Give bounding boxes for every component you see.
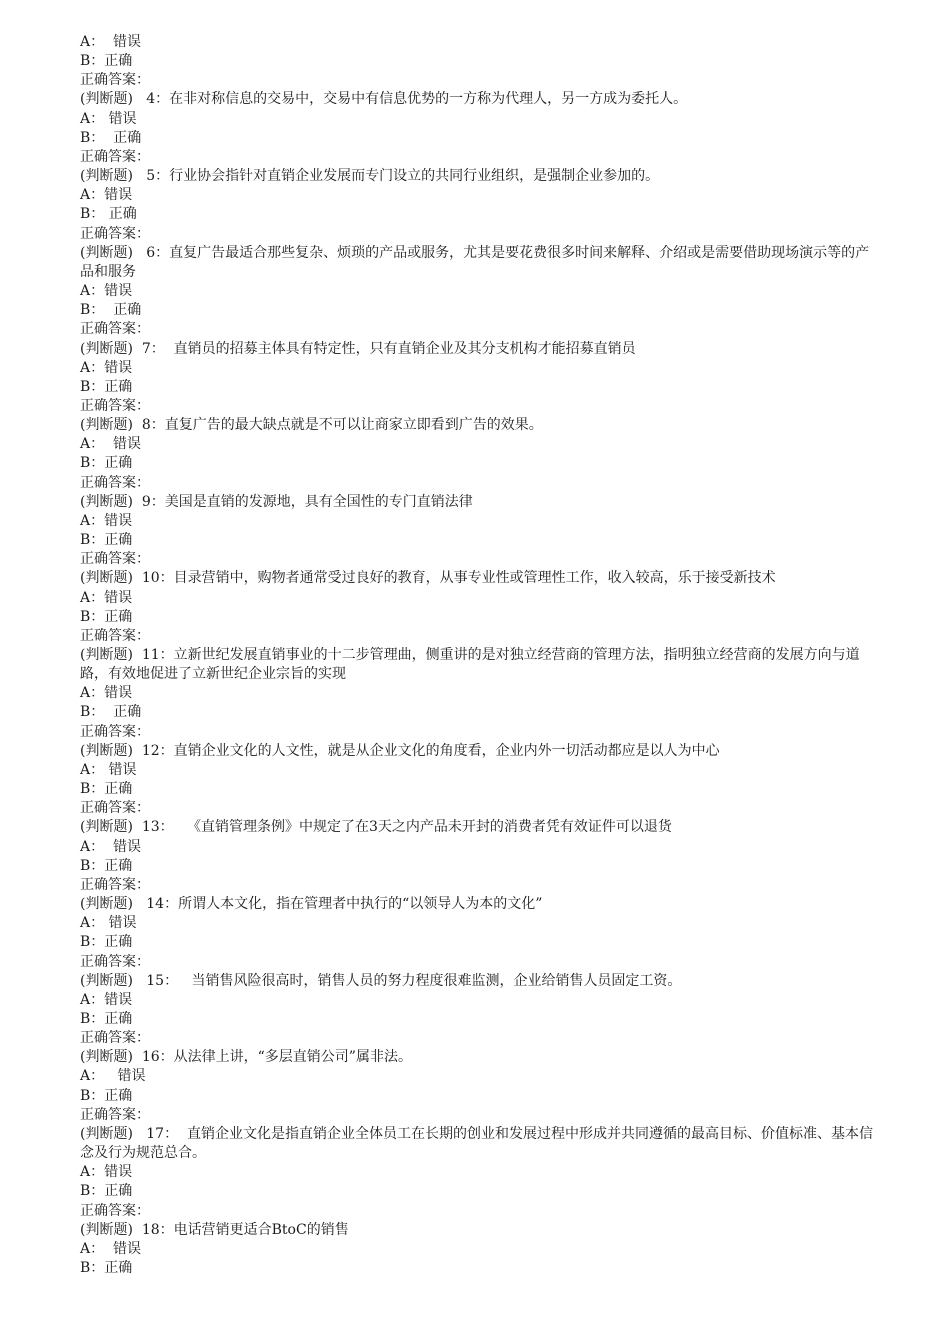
option-a: A：错误 <box>80 359 133 376</box>
option-a: A： 错误 <box>80 761 137 778</box>
question-16: (判断题) 16：从法律上讲，“多层直销公司”属非法。 <box>80 1049 412 1066</box>
option-a: A： 错误 <box>80 436 142 453</box>
answer-label: 正确答案： <box>80 551 150 568</box>
option-a: A：错误 <box>80 589 133 606</box>
question-10: (判断题) 10：目录营销中，购物者通常受过良好的教育，从事专业性或管理性工作，收入较高，乐于接受新技术 <box>80 570 776 587</box>
question-12: (判断题) 12：直销企业文化的人文性，就是从企业文化的角度看，企业内外一切活动都应是以人为中心 <box>80 742 720 759</box>
option-b: B：正确 <box>80 455 133 472</box>
option-b: B：正确 <box>80 1260 133 1276</box>
question-7: (判断题) 7： 直销员的招募主体具有特定性，只有直销企业及其分支机构才能招募直销员 <box>80 340 636 357</box>
question-18: (判断题) 18：电话营销更适合BtoC的销售 <box>80 1221 349 1238</box>
option-b: B： 正确 <box>80 206 137 223</box>
option-a: A： 错误 <box>80 915 137 932</box>
option-b: B：正确 <box>80 857 133 874</box>
option-b: B：正确 <box>80 934 133 951</box>
answer-label: 正确答案： <box>80 321 150 338</box>
answer-label: 正确答案： <box>80 627 150 644</box>
option-a: A：错误 <box>80 187 133 204</box>
answer-label: 正确答案： <box>80 953 150 970</box>
answer-label: 正确答案： <box>80 1030 150 1047</box>
answer-label: 正确答案： <box>80 723 150 740</box>
option-b: B： 正确 <box>80 704 142 721</box>
answer-label: 正确答案： <box>80 397 150 414</box>
option-a: A： 错误 <box>80 838 142 855</box>
answer-label: 正确答案： <box>80 1106 150 1123</box>
answer-label: 正确答案： <box>80 800 150 817</box>
option-a: A：错误 <box>80 991 133 1008</box>
question-15: (判断题) 15： 当销售风险很高时，销售人员的努力程度很难监测，企业给销售人员固定工资。 <box>80 972 682 989</box>
question-14: (判断题) 14：所谓人本文化，指在管理者中执行的“以领导人为本的文化” <box>80 896 543 913</box>
document-page <box>80 33 875 1278</box>
option-a: A：错误 <box>80 283 133 300</box>
answer-label: 正确答案： <box>80 225 150 242</box>
option-b: B：正确 <box>80 781 133 798</box>
option-a: A： 错误 <box>80 1068 146 1085</box>
answer-label: 正确答案： <box>80 148 150 165</box>
option-b: B：正确 <box>80 1087 133 1104</box>
option-b: B：正确 <box>80 608 133 625</box>
option-a: A： 错误 <box>80 34 142 50</box>
option-b: B：正确 <box>80 1183 133 1200</box>
option-b: B： 正确 <box>80 302 142 319</box>
option-b: B：正确 <box>80 53 133 70</box>
question-17: (判断题) 17： 直销企业文化是指直销企业全体员工在长期的创业和发展过程中形成并共同遵循的最高目标、价值标准、基本信念及行为规范总合。 <box>80 1125 873 1162</box>
option-a: A：错误 <box>80 512 133 529</box>
option-a: A： 错误 <box>80 1240 142 1257</box>
answer-label: 正确答案： <box>80 72 150 89</box>
question-13: (判断题) 13： 《直销管理条例》中规定了在3天之内产品未开封的消费者凭有效证件可以退货 <box>80 819 672 836</box>
answer-label: 正确答案： <box>80 474 150 491</box>
option-b: B：正确 <box>80 378 133 395</box>
option-b: B：正确 <box>80 1010 133 1027</box>
answer-label: 正确答案： <box>80 1202 150 1219</box>
question-9: (判断题) 9：美国是直销的发源地，具有全国性的专门直销法律 <box>80 493 473 510</box>
option-b: B：正确 <box>80 532 133 549</box>
answer-label: 正确答案： <box>80 876 150 893</box>
option-a: A：错误 <box>80 1164 133 1181</box>
question-5: (判断题) 5：行业协会指针对直销企业发展而专门设立的共同行业组织，是强制企业参加的。 <box>80 168 660 185</box>
option-b: B： 正确 <box>80 129 142 146</box>
option-a: A： 错误 <box>80 110 137 127</box>
question-8: (判断题) 8：直复广告的最大缺点就是不可以让商家立即看到广告的效果。 <box>80 417 543 434</box>
question-6: (判断题) 6：直复广告最适合那些复杂、烦琐的产品或服务，尤其是要花费很多时间来解释、介绍或是需要借助现场演示等的产品和服务 <box>80 244 870 280</box>
question-4: (判断题) 4：在非对称信息的交易中，交易中有信息优势的一方称为代理人，另一方成为委托人。 <box>80 91 688 108</box>
question-11: (判断题) 11：立新世纪发展直销事业的十二步管理曲，侧重讲的是对独立经营商的管理方法，指明独立经营商的发展方向与道路，有效地促进了立新世纪企业宗旨的实现 <box>80 647 860 683</box>
option-a: A：错误 <box>80 685 133 702</box>
